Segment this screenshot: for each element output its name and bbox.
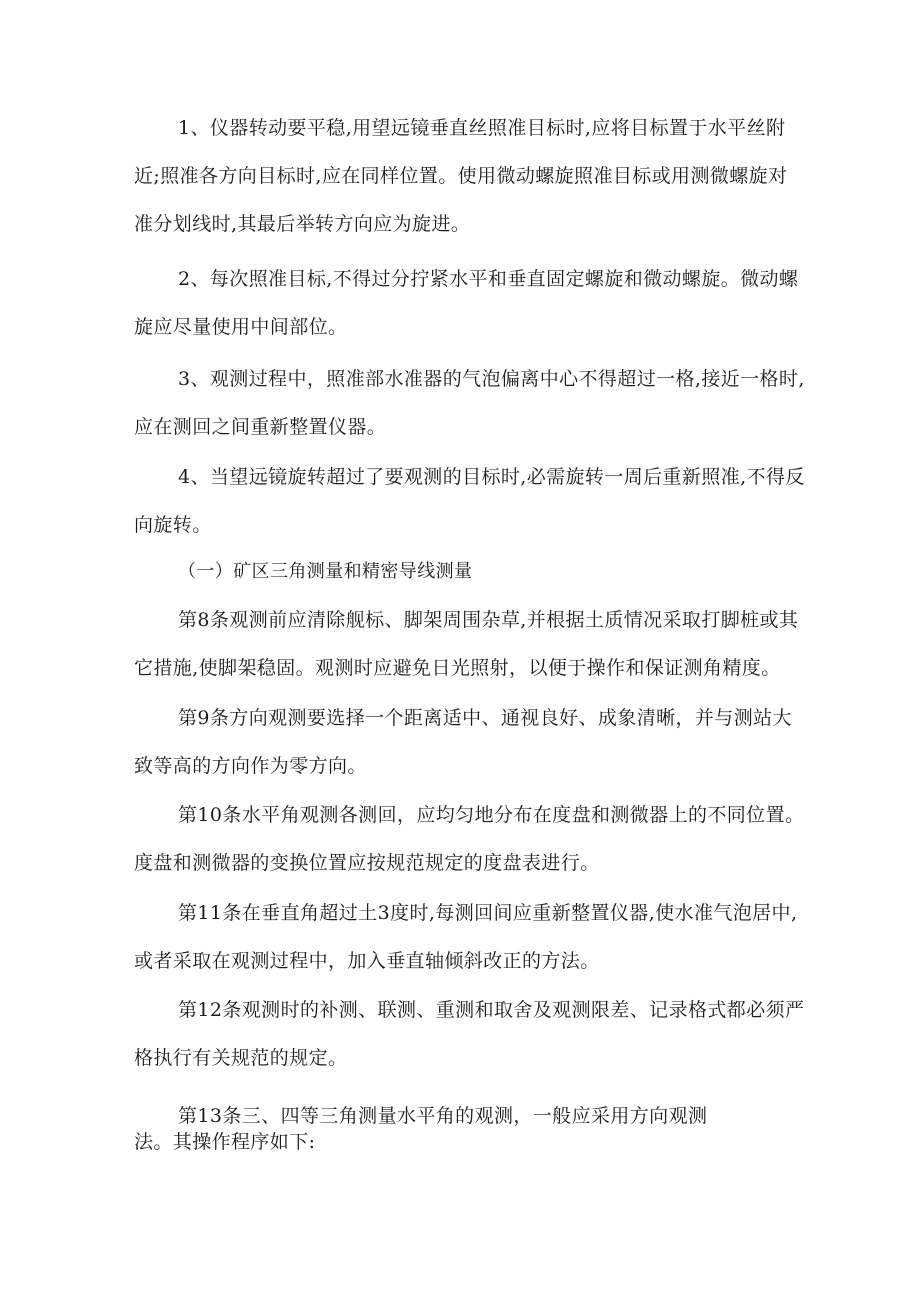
article-9: 第9条方向观测要选择一个距离适中、通视良好、成象清晰，并与测站大致等高的方向作为零方向。	[134, 707, 792, 777]
paragraph-1: 1、仪器转动要平稳,用望远镜垂直丝照准目标时,应将目标置于水平丝附近;照准各方向目标时,应在同样位置。使用微动螺旋照准目标或用测微螺旋对准分划线时,其最后举转方向应为旋进。	[134, 117, 788, 235]
article-11: 第11条在垂直角超过土3度时,每测回间应重新整置仪器,使水准气泡居中,或者采取在观测过程中，加入垂直轴倾斜改正的方法。	[134, 902, 798, 972]
article-8: 第8条观测前应清除舰标、脚架周围杂草,并根据土质情况采取打脚桩或其它措施,使脚架稳固。观测时应避免日光照射，以便于操作和保证测角精度。	[134, 609, 799, 679]
article-13-line-2: 法。其操作程序如下:	[134, 1131, 316, 1153]
paragraph-2: 2、每次照准目标,不得过分拧紧水平和垂直固定螺旋和微动螺旋。微动螺旋应尽量使用中间部位。	[134, 268, 799, 338]
article-12: 第12条观测时的补测、联测、重测和取舍及观测限差、记录格式都必须严格执行有关规范的规定。	[134, 999, 805, 1069]
section-heading: （一）矿区三角测量和精密导线测量	[178, 561, 473, 582]
paragraph-4: 4、当望远镜旋转超过了要观测的目标时,必需旋转一周后重新照准,不得反向旋转。	[134, 466, 805, 536]
article-10: 第10条水平角观测各测回，应均匀地分布在度盘和测微器上的不同位置。度盘和测微器的变换位置应按规范规定的度盘表进行。	[134, 804, 805, 874]
paragraph-3: 3、观测过程中，照准部水准器的气泡偏离中心不得超过一格,接近一格时,应在测回之间重新整置仪器。	[134, 368, 805, 438]
article-13-line-1: 第13条三、四等三角测量水平角的观测，一般应采用方向观测	[178, 1105, 708, 1127]
article-13	[134, 1103, 707, 1155]
